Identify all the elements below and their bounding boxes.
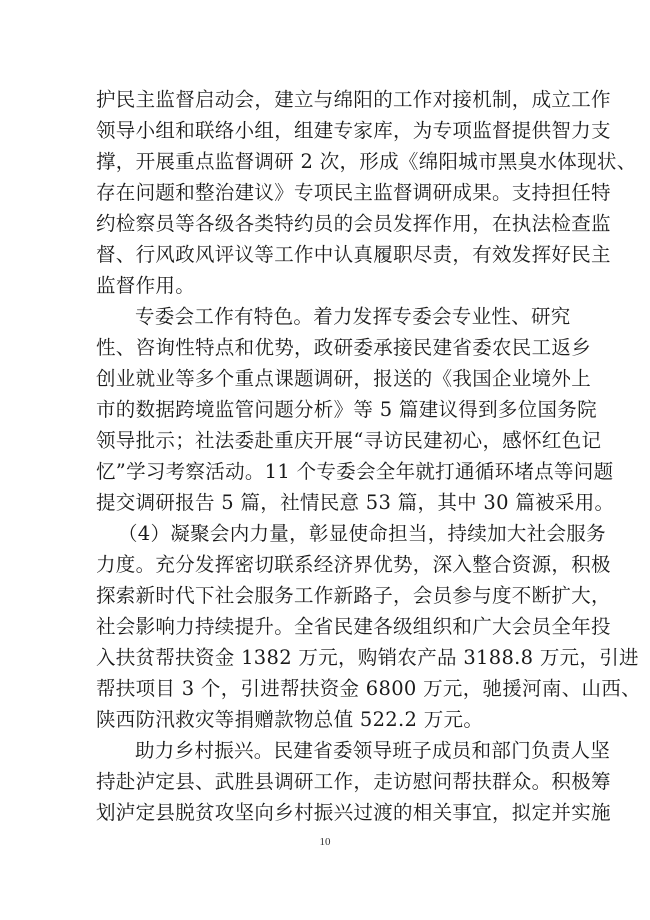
text-line: 助力乡村振兴。民建省委领导班子成员和部门负责人坚	[135, 739, 611, 762]
text-line: 约检察员等各级各类特约员的会员发挥作用，在执法检查监	[96, 212, 611, 235]
text-line: 力度。充分发挥密切联系经济界优势，深入整合资源，积极	[96, 553, 611, 576]
text-line: 督、行风政风评议等工作中认真履职尽责，有效发挥好民主	[96, 243, 611, 266]
text-line: 专委会工作有特色。着力发挥专委会专业性、研究	[135, 305, 571, 328]
text-line: 探索新时代下社会服务工作新路子，会员参与度不断扩大，	[96, 584, 611, 607]
text-line: 监督作用。	[96, 274, 196, 297]
text-line: 提交调研报告 5 篇，社情民意 53 篇，其中 30 篇被采用。	[96, 491, 615, 514]
text-line: 撑，开展重点监督调研 2 次，形成《绵阳城市黑臭水体现状、	[96, 150, 637, 173]
text-line: 陕西防汛救灾等捐赠款物总值 522.2 万元。	[96, 708, 484, 731]
text-line: 社会影响力持续提升。全省民建各级组织和广大会员全年投	[96, 615, 611, 638]
text-line: 存在问题和整治建议》专项民主监督调研成果。支持担任特	[96, 181, 611, 204]
text-line: 市的数据跨境监管问题分析》等 5 篇建议得到多位国务院	[96, 398, 597, 421]
text-line: 领导小组和联络小组，组建专家库，为专项监督提供智力支	[96, 119, 611, 142]
text-line: 划泸定县脱贫攻坚向乡村振兴过渡的相关事宜，拟定并实施	[96, 801, 611, 824]
text-line: 持赴泸定县、武胜县调研工作，走访慰问帮扶群众。积极筹	[96, 770, 611, 793]
text-line: 性、咨询性特点和优势，政研委承接民建省委农民工返乡	[96, 336, 592, 359]
text-line: 护民主监督启动会，建立与绵阳的工作对接机制，成立工作	[96, 88, 611, 111]
text-line: 领导批示；社法委赴重庆开展“寻访民建初心，感怀红色记	[96, 429, 602, 452]
text-line: 创业就业等多个重点课题调研，报送的《我国企业境外上	[96, 367, 592, 390]
text-line: 入扶贫帮扶资金 1382 万元，购销农产品 3188.8 万元，引进	[96, 646, 639, 669]
text-line: （4）凝聚会内力量，彰显使命担当，持续加大社会服务	[118, 522, 606, 545]
text-line: 忆”学习考察活动。11 个专委会全年就打通循环堵点等问题	[96, 460, 614, 483]
text-line: 帮扶项目 3 个，引进帮扶资金 6800 万元，驰援河南、山西、	[96, 677, 641, 700]
page-number: 10	[319, 836, 331, 848]
